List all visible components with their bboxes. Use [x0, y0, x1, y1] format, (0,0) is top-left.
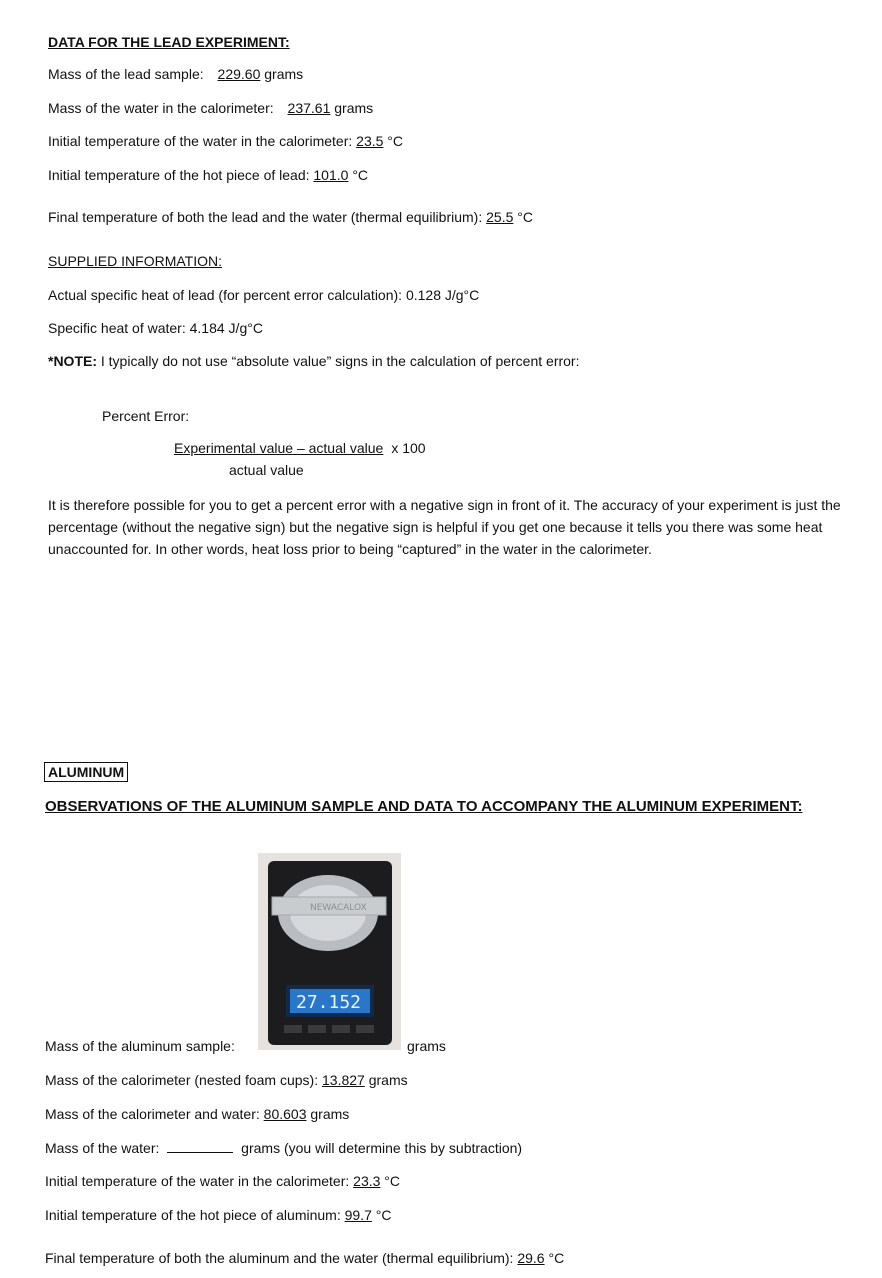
note-bold-label: *NOTE:	[48, 353, 97, 369]
lead-init-lead-unit: °C	[352, 167, 369, 183]
al-init-water-row	[45, 1173, 400, 1189]
lead-heading: DATA FOR THE LEAD EXPERIMENT:	[48, 34, 290, 50]
lead-final-value: 25.5	[486, 209, 514, 225]
lead-init-lead-row	[48, 167, 368, 183]
supplied-water-heat: Specific heat of water: 4.184 J/g°C	[48, 320, 263, 336]
al-init-al-row	[45, 1207, 391, 1223]
formula-numerator: Experimental value – actual value	[174, 440, 384, 456]
lead-init-water-unit: °C	[387, 133, 404, 149]
al-mass-calorimeter-value: 13.827	[322, 1072, 365, 1088]
supplied-heading: SUPPLIED INFORMATION:	[48, 253, 222, 269]
lead-mass-water-value: 237.61	[287, 100, 331, 116]
lead-init-water-label: Initial temperature of the water in the calorimeter:	[48, 133, 353, 149]
scale-photo	[258, 853, 401, 1050]
al-mass-cal-water-value: 80.603	[263, 1106, 307, 1122]
lead-mass-sample-row	[48, 66, 303, 82]
formula-numerator-row	[174, 440, 426, 456]
al-init-water-value: 23.3	[353, 1173, 381, 1189]
lead-mass-sample-unit: grams	[264, 66, 304, 82]
al-final-value: 29.6	[517, 1250, 545, 1266]
al-init-water-label: Initial temperature of the water in the calorimeter:	[45, 1173, 350, 1189]
formula-denominator: actual value	[229, 462, 304, 478]
lead-final-row	[48, 209, 533, 225]
al-mass-sample-unit: grams	[407, 1038, 446, 1054]
al-init-al-label: Initial temperature of the hot piece of aluminum:	[45, 1207, 341, 1223]
al-final-label: Final temperature of both the aluminum and the water (thermal equilibrium):	[45, 1250, 514, 1266]
al-mass-water-suffix: grams (you will determine this by subtraction)	[241, 1140, 523, 1156]
scale-reading: 27.152	[296, 992, 362, 1013]
supplied-actual-heat: Actual specific heat of lead (for percent error calculation): 0.128 J/g°C	[48, 287, 480, 303]
supplied-note	[48, 353, 579, 369]
explanation-paragraph: It is therefore possible for you to get a percent error with a negative sign in front of it. The accuracy of your experiment is just the percentage (without the negative sign) but the negative sign is helpful if you get one because it tells you there was some heat unaccounted for. In other words, heat loss prior to being “captured” in the water in the calorimeter.	[48, 497, 841, 557]
al-mass-sample-label: Mass of the aluminum sample:	[45, 1038, 235, 1054]
al-mass-calorimeter-label: Mass of the calorimeter (nested foam cups):	[45, 1072, 319, 1088]
al-mass-calorimeter-row	[45, 1072, 408, 1088]
lead-init-lead-value: 101.0	[313, 167, 349, 183]
al-mass-calorimeter-unit: grams	[368, 1072, 408, 1088]
aluminum-heading: OBSERVATIONS OF THE ALUMINUM SAMPLE AND DATA TO ACCOMPANY THE ALUMINUM EXPERIMENT:	[45, 798, 803, 815]
lead-final-label: Final temperature of both the lead and the water (thermal equilibrium):	[48, 209, 483, 225]
lead-mass-sample-label: Mass of the lead sample:	[48, 66, 204, 82]
al-init-al-value: 99.7	[344, 1207, 372, 1223]
percent-error-label: Percent Error:	[102, 408, 190, 424]
al-mass-cal-water-label: Mass of the calorimeter and water:	[45, 1106, 260, 1122]
lead-init-water-value: 23.5	[356, 133, 384, 149]
lead-final-unit: °C	[517, 209, 533, 225]
al-init-al-unit: °C	[375, 1207, 392, 1223]
al-final-unit: °C	[548, 1250, 565, 1266]
al-mass-cal-water-unit: grams	[310, 1106, 350, 1122]
lead-mass-sample-value: 229.60	[217, 66, 261, 82]
al-mass-cal-water-row	[45, 1106, 349, 1122]
aluminum-box-label: ALUMINUM	[44, 762, 128, 782]
al-init-water-unit: °C	[384, 1173, 401, 1189]
al-mass-water-label: Mass of the water:	[45, 1140, 160, 1156]
scale-brand: NEWACALOX	[310, 903, 367, 913]
al-mass-water-blank[interactable]	[167, 1140, 233, 1153]
al-mass-water-row	[45, 1140, 522, 1156]
note-text: I typically do not use “absolute value” signs in the calculation of percent error:	[97, 353, 580, 369]
scale-illustration	[258, 853, 401, 1050]
lead-mass-water-unit: grams	[334, 100, 374, 116]
formula-times: x 100	[391, 440, 426, 456]
lead-mass-water-label: Mass of the water in the calorimeter:	[48, 100, 274, 116]
lead-mass-water-row	[48, 100, 373, 116]
lead-init-lead-label: Initial temperature of the hot piece of lead:	[48, 167, 310, 183]
lead-init-water-row	[48, 133, 403, 149]
al-final-row	[45, 1250, 564, 1266]
